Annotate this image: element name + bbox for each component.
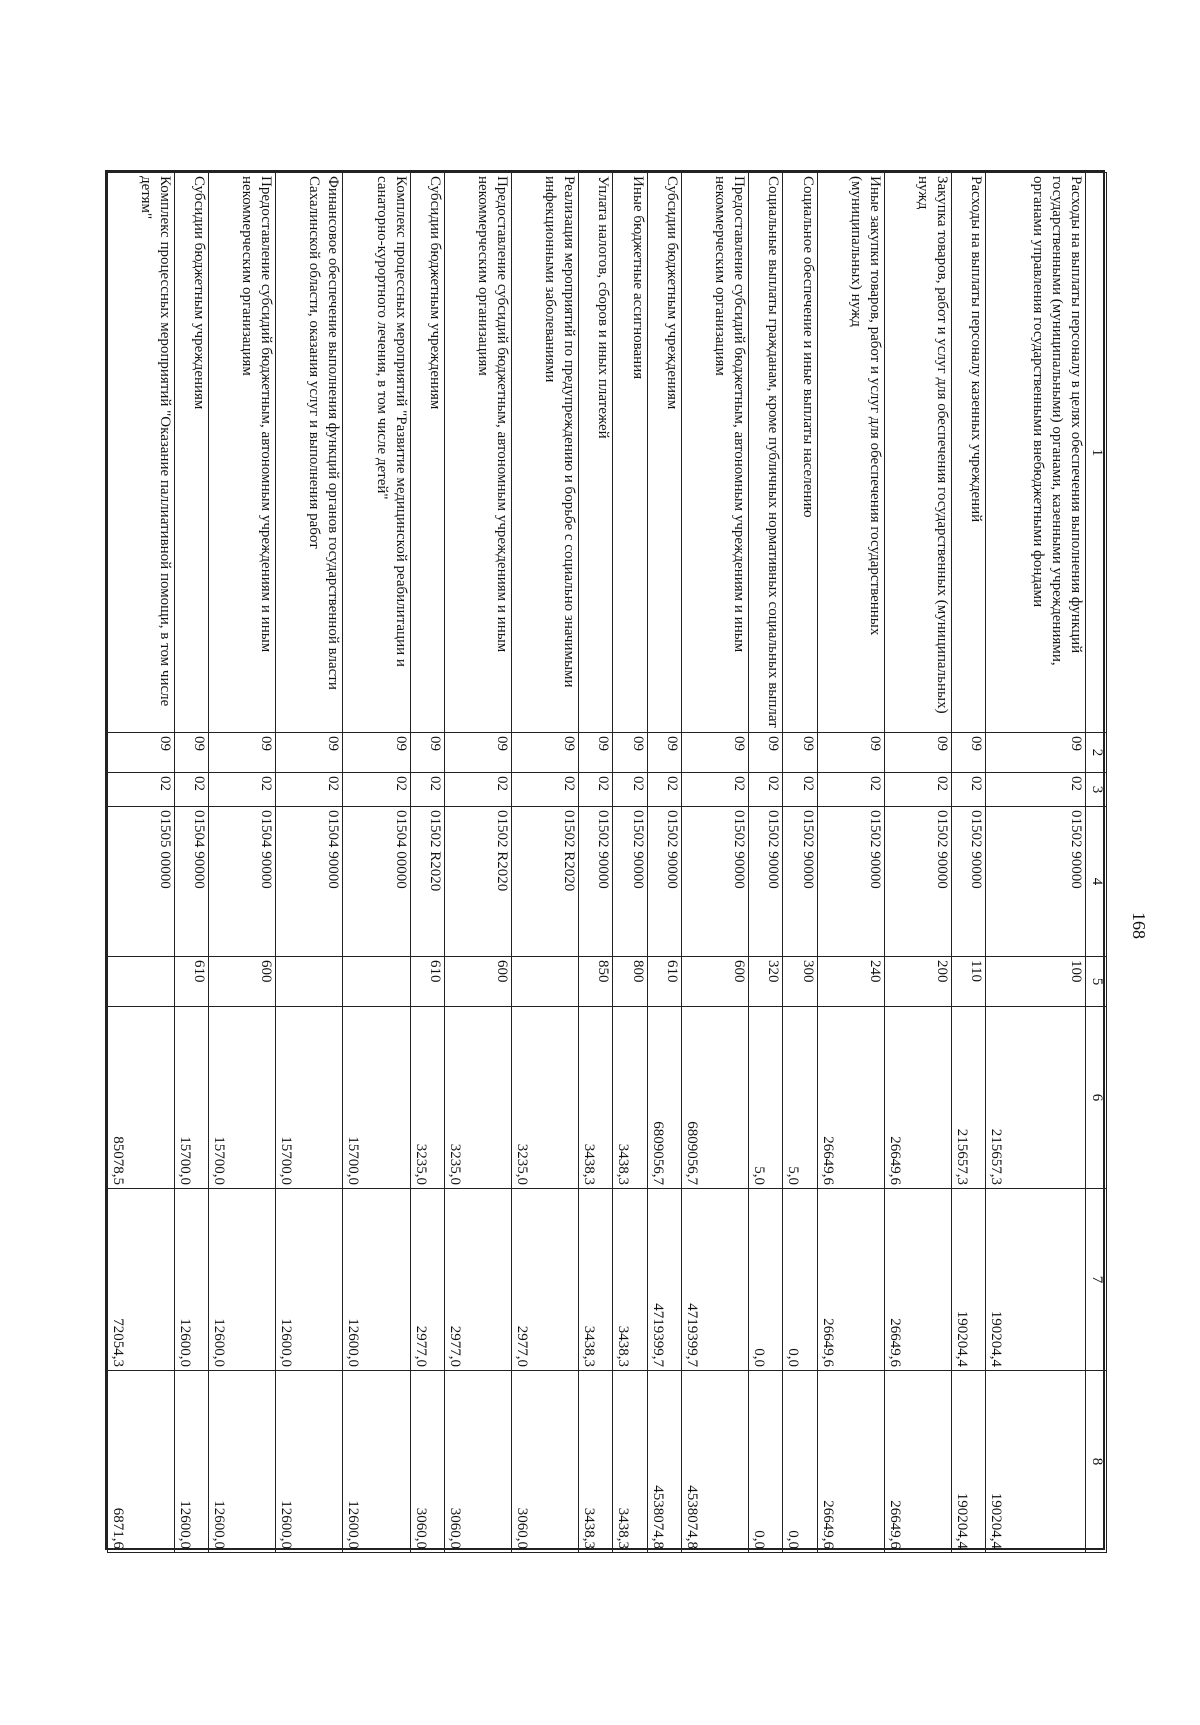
table-row [647, 173, 681, 1553]
row-name-cell: Комплекс процессных мероприятий "Развитие медицинской реабилитации и санаторно-курортного лечения, в том числе детей" [343, 173, 410, 733]
amount-col7-cell: 12600,0 [175, 1189, 209, 1371]
subsection-code-cell: 02 [749, 773, 783, 807]
amount-col7-cell: 190204,4 [986, 1189, 1086, 1371]
amount-col6-cell: 15700,0 [343, 1007, 410, 1189]
table-row [343, 173, 410, 1553]
amount-col6-cell: 6809056,7 [647, 1007, 681, 1189]
target-article-cell: 01504 90000 [276, 807, 343, 957]
amount-col7-cell: 12600,0 [343, 1189, 410, 1371]
target-article-cell: 01502 R2020 [511, 807, 578, 957]
target-article-cell: 01502 90000 [578, 807, 612, 957]
row-name-cell: Социальные выплаты гражданам, кроме публичных нормативных социальных выплат [749, 173, 783, 733]
expense-type-cell: 110 [951, 957, 985, 1007]
amount-col8-cell: 3060,0 [444, 1371, 511, 1553]
amount-col6-cell: 3438,3 [613, 1007, 647, 1189]
amount-col8-cell: 0,0 [783, 1371, 817, 1553]
amount-col6-cell: 85078,5 [108, 1007, 175, 1189]
subsection-code-cell: 02 [444, 773, 511, 807]
section-code-cell: 09 [749, 733, 783, 773]
table-body [108, 173, 1086, 1553]
expense-type-cell: 200 [884, 957, 951, 1007]
amount-col8-cell: 12600,0 [276, 1371, 343, 1553]
amount-col7-cell: 0,0 [749, 1189, 783, 1371]
amount-col6-cell: 15700,0 [175, 1007, 209, 1189]
section-code-cell: 09 [175, 733, 209, 773]
row-name-cell: Расходы на выплаты персоналу казенных учреждений [951, 173, 985, 733]
subsection-code-cell: 02 [578, 773, 612, 807]
table-row [108, 173, 175, 1553]
target-article-cell: 01502 90000 [817, 807, 884, 957]
expense-type-cell: 100 [986, 957, 1086, 1007]
subsection-code-cell: 02 [647, 773, 681, 807]
subsection-code-cell: 02 [108, 773, 175, 807]
column-header-1: 1 [1086, 173, 1107, 733]
amount-col7-cell: 26649,6 [884, 1189, 951, 1371]
amount-col7-cell: 190204,4 [951, 1189, 985, 1371]
row-name-cell: Реализация мероприятий по предупреждению и борьбе с социально значимыми инфекционными заболеваниями [511, 173, 578, 733]
table-row [884, 173, 951, 1553]
table-row [444, 173, 511, 1553]
target-article-cell: 01502 90000 [783, 807, 817, 957]
budget-table-frame [105, 170, 1105, 1550]
amount-col8-cell: 12600,0 [209, 1371, 276, 1553]
expense-type-cell: 300 [783, 957, 817, 1007]
amount-col7-cell: 4719399,7 [647, 1189, 681, 1371]
subsection-code-cell: 02 [951, 773, 985, 807]
amount-col6-cell: 215657,3 [986, 1007, 1086, 1189]
header-row [1086, 173, 1107, 1553]
subsection-code-cell: 02 [613, 773, 647, 807]
row-name-cell: Субсидии бюджетным учреждениям [175, 173, 209, 733]
expense-type-cell: 610 [410, 957, 444, 1007]
rotated-page-content [107, 172, 1107, 1552]
target-article-cell: 01502 90000 [613, 807, 647, 957]
amount-col6-cell: 3438,3 [578, 1007, 612, 1189]
table-row [951, 173, 985, 1553]
row-name-cell: Предоставление субсидий бюджетным, автономным учреждениям и иным некоммерческим организациям [682, 173, 749, 733]
budget-table [107, 172, 1107, 1553]
section-code-cell: 09 [647, 733, 681, 773]
row-name-cell: Субсидии бюджетным учреждениям [647, 173, 681, 733]
expense-type-cell: 610 [175, 957, 209, 1007]
amount-col8-cell: 0,0 [749, 1371, 783, 1553]
subsection-code-cell: 02 [884, 773, 951, 807]
amount-col8-cell: 4538074,8 [682, 1371, 749, 1553]
amount-col8-cell: 12600,0 [175, 1371, 209, 1553]
amount-col6-cell: 15700,0 [276, 1007, 343, 1189]
page-number: 168 [1129, 912, 1149, 939]
subsection-code-cell: 02 [209, 773, 276, 807]
amount-col6-cell: 215657,3 [951, 1007, 985, 1189]
table-row [749, 173, 783, 1553]
subsection-code-cell: 02 [276, 773, 343, 807]
subsection-code-cell: 02 [343, 773, 410, 807]
target-article-cell: 01502 90000 [647, 807, 681, 957]
amount-col8-cell: 6871,6 [108, 1371, 175, 1553]
row-name-cell: Иные закупки товаров, работ и услуг для обеспечения государственных (муниципальных) нужд [817, 173, 884, 733]
row-name-cell: Иные бюджетные ассигнования [613, 173, 647, 733]
amount-col6-cell: 26649,6 [884, 1007, 951, 1189]
amount-col8-cell: 3060,0 [511, 1371, 578, 1553]
amount-col7-cell: 2977,0 [444, 1189, 511, 1371]
table-row [209, 173, 276, 1553]
expense-type-cell: 240 [817, 957, 884, 1007]
section-code-cell: 09 [986, 733, 1086, 773]
expense-type-cell: 320 [749, 957, 783, 1007]
amount-col7-cell: 3438,3 [578, 1189, 612, 1371]
subsection-code-cell: 02 [511, 773, 578, 807]
section-code-cell: 09 [410, 733, 444, 773]
amount-col7-cell: 3438,3 [613, 1189, 647, 1371]
amount-col8-cell: 190204,4 [986, 1371, 1086, 1553]
column-header-4: 4 [1086, 807, 1107, 957]
row-name-cell: Предоставление субсидий бюджетным, автономным учреждениям и иным некоммерческим организациям [209, 173, 276, 733]
amount-col7-cell: 0,0 [783, 1189, 817, 1371]
column-header-8: 8 [1086, 1371, 1107, 1553]
amount-col8-cell: 3438,3 [613, 1371, 647, 1553]
amount-col8-cell: 3060,0 [410, 1371, 444, 1553]
row-name-cell: Расходы на выплаты персоналу в целях обеспечения выполнения функций государственными (муниципальными) органами, казенными учреждениями, органами управления государственными внебюджетными фондами [986, 173, 1086, 733]
table-row [682, 173, 749, 1553]
target-article-cell: 01502 R2020 [444, 807, 511, 957]
amount-col6-cell: 5,0 [749, 1007, 783, 1189]
table-row [817, 173, 884, 1553]
table-row [410, 173, 444, 1553]
table-row [986, 173, 1086, 1553]
amount-col6-cell: 15700,0 [209, 1007, 276, 1189]
amount-col8-cell: 3438,3 [578, 1371, 612, 1553]
amount-col7-cell: 72054,3 [108, 1189, 175, 1371]
column-header-3: 3 [1086, 773, 1107, 807]
amount-col8-cell: 26649,6 [884, 1371, 951, 1553]
table-row [578, 173, 612, 1553]
amount-col6-cell: 5,0 [783, 1007, 817, 1189]
section-code-cell: 09 [108, 733, 175, 773]
section-code-cell: 09 [682, 733, 749, 773]
amount-col7-cell: 12600,0 [276, 1189, 343, 1371]
amount-col7-cell: 26649,6 [817, 1189, 884, 1371]
subsection-code-cell: 02 [682, 773, 749, 807]
row-name-cell: Субсидии бюджетным учреждениям [410, 173, 444, 733]
row-name-cell: Финансовое обеспечение выполнения функций органов государственной власти Сахалинской области, оказания услуг и выполнения работ [276, 173, 343, 733]
section-code-cell: 09 [783, 733, 817, 773]
target-article-cell: 01502 90000 [884, 807, 951, 957]
expense-type-cell: 800 [613, 957, 647, 1007]
expense-type-cell: 600 [444, 957, 511, 1007]
section-code-cell: 09 [343, 733, 410, 773]
subsection-code-cell: 02 [410, 773, 444, 807]
expense-type-cell [343, 957, 410, 1007]
target-article-cell: 01505 00000 [108, 807, 175, 957]
expense-type-cell [511, 957, 578, 1007]
target-article-cell: 01502 90000 [682, 807, 749, 957]
subsection-code-cell: 02 [817, 773, 884, 807]
section-code-cell: 09 [276, 733, 343, 773]
column-header-7: 7 [1086, 1189, 1107, 1371]
table-row [783, 173, 817, 1553]
amount-col8-cell: 26649,6 [817, 1371, 884, 1553]
section-code-cell: 09 [578, 733, 612, 773]
subsection-code-cell: 02 [986, 773, 1086, 807]
section-code-cell: 09 [951, 733, 985, 773]
column-header-6: 6 [1086, 1007, 1107, 1189]
target-article-cell: 01502 90000 [986, 807, 1086, 957]
section-code-cell: 09 [209, 733, 276, 773]
amount-col8-cell: 190204,4 [951, 1371, 985, 1553]
expense-type-cell: 600 [209, 957, 276, 1007]
expense-type-cell [108, 957, 175, 1007]
amount-col6-cell: 26649,6 [817, 1007, 884, 1189]
row-name-cell: Комплекс процессных мероприятий "Оказание паллиативной помощи, в том числе детям" [108, 173, 175, 733]
table-row [511, 173, 578, 1553]
section-code-cell: 09 [444, 733, 511, 773]
subsection-code-cell: 02 [175, 773, 209, 807]
amount-col7-cell: 12600,0 [209, 1189, 276, 1371]
row-name-cell: Закупка товаров, работ и услуг для обеспечения государственных (муниципальных) нужд [884, 173, 951, 733]
target-article-cell: 01502 90000 [951, 807, 985, 957]
column-header-2: 2 [1086, 733, 1107, 773]
row-name-cell: Уплата налогов, сборов и иных платежей [578, 173, 612, 733]
column-header-5: 5 [1086, 957, 1107, 1007]
target-article-cell: 01504 00000 [343, 807, 410, 957]
amount-col7-cell: 2977,0 [410, 1189, 444, 1371]
expense-type-cell: 600 [682, 957, 749, 1007]
amount-col6-cell: 6809056,7 [682, 1007, 749, 1189]
expense-type-cell [276, 957, 343, 1007]
row-name-cell: Предоставление субсидий бюджетным, автономным учреждениям и иным некоммерческим организациям [444, 173, 511, 733]
target-article-cell: 01502 90000 [749, 807, 783, 957]
amount-col7-cell: 2977,0 [511, 1189, 578, 1371]
target-article-cell: 01504 90000 [209, 807, 276, 957]
amount-col6-cell: 3235,0 [511, 1007, 578, 1189]
section-code-cell: 09 [511, 733, 578, 773]
expense-type-cell: 850 [578, 957, 612, 1007]
amount-col7-cell: 4719399,7 [682, 1189, 749, 1371]
amount-col8-cell: 12600,0 [343, 1371, 410, 1553]
amount-col6-cell: 3235,0 [410, 1007, 444, 1189]
table-row [276, 173, 343, 1553]
amount-col6-cell: 3235,0 [444, 1007, 511, 1189]
table-row [613, 173, 647, 1553]
row-name-cell: Социальное обеспечение и иные выплаты населению [783, 173, 817, 733]
amount-col8-cell: 4538074,8 [647, 1371, 681, 1553]
expense-type-cell: 610 [647, 957, 681, 1007]
subsection-code-cell: 02 [783, 773, 817, 807]
table-row [175, 173, 209, 1553]
section-code-cell: 09 [613, 733, 647, 773]
target-article-cell: 01504 90000 [175, 807, 209, 957]
target-article-cell: 01502 R2020 [410, 807, 444, 957]
section-code-cell: 09 [884, 733, 951, 773]
section-code-cell: 09 [817, 733, 884, 773]
